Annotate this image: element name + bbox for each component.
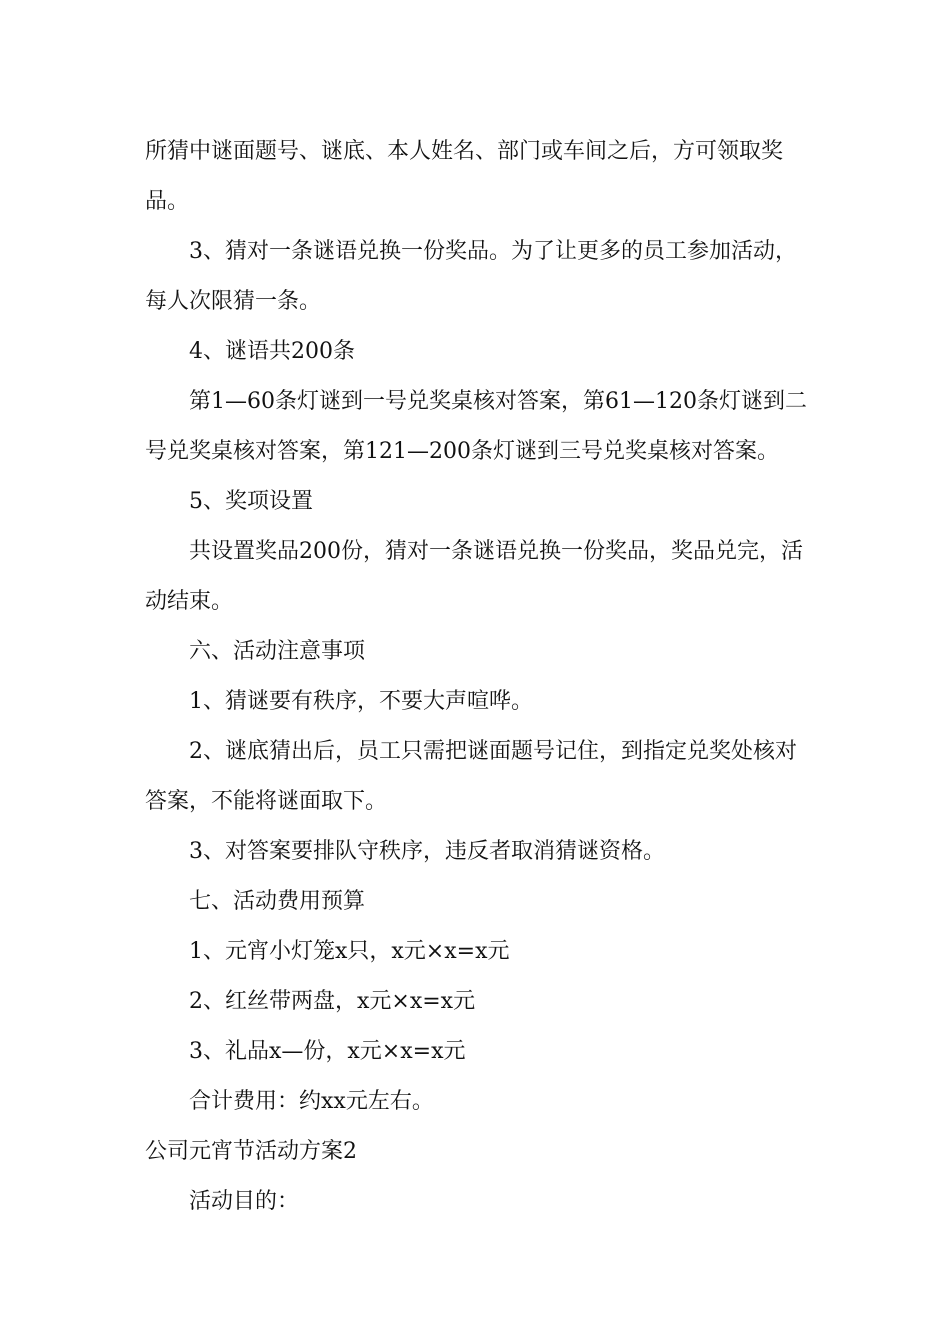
paragraph-rule-5: 5、奖项设置 <box>189 489 313 514</box>
paragraph-note-1: 1、猜谜要有秩序，不要大声喧哗。 <box>189 689 533 714</box>
document-title-plan-2: 公司元宵节活动方案2 <box>145 1139 357 1164</box>
paragraph-rule-3: 3、猜对一条谜语兑换一份奖品。为了让更多的员工参加活动，每人次限猜一条。 <box>145 239 797 314</box>
paragraph-budget-total: 合计费用：约xx元左右。 <box>189 1089 434 1114</box>
section-heading-budget: 七、活动费用预算 <box>189 889 366 914</box>
document-body <box>145 127 810 1227</box>
paragraph-budget-1: 1、元宵小灯笼x只，x元×x=x元 <box>189 939 510 964</box>
paragraph-budget-2: 2、红丝带两盘，x元×x=x元 <box>189 989 476 1014</box>
paragraph-note-2: 2、谜底猜出后，员工只需把谜面题号记住，到指定兑奖处核对答案，不能将谜面取下。 <box>145 739 797 814</box>
paragraph-prize-setup: 共设置奖品200份，猜对一条谜语兑换一份奖品，奖品兑完，活动结束。 <box>145 539 803 614</box>
paragraph-note-3: 3、对答案要排队守秩序，违反者取消猜谜资格。 <box>189 839 665 864</box>
paragraph-riddle-tables: 第1—60条灯谜到一号兑奖桌核对答案，第61—120条灯谜到二号兑奖桌核对答案，第121—200条灯谜到三号兑奖桌核对答案。 <box>145 389 807 464</box>
paragraph-prize-claim-continued: 所猜中谜面题号、谜底、本人姓名、部门或车间之后，方可领取奖品。 <box>145 139 784 214</box>
paragraph-activity-purpose: 活动目的： <box>189 1189 300 1214</box>
section-heading-notes: 六、活动注意事项 <box>189 639 366 664</box>
paragraph-budget-3: 3、礼品x—份，x元×x=x元 <box>189 1039 466 1064</box>
paragraph-rule-4: 4、谜语共200条 <box>189 339 355 364</box>
